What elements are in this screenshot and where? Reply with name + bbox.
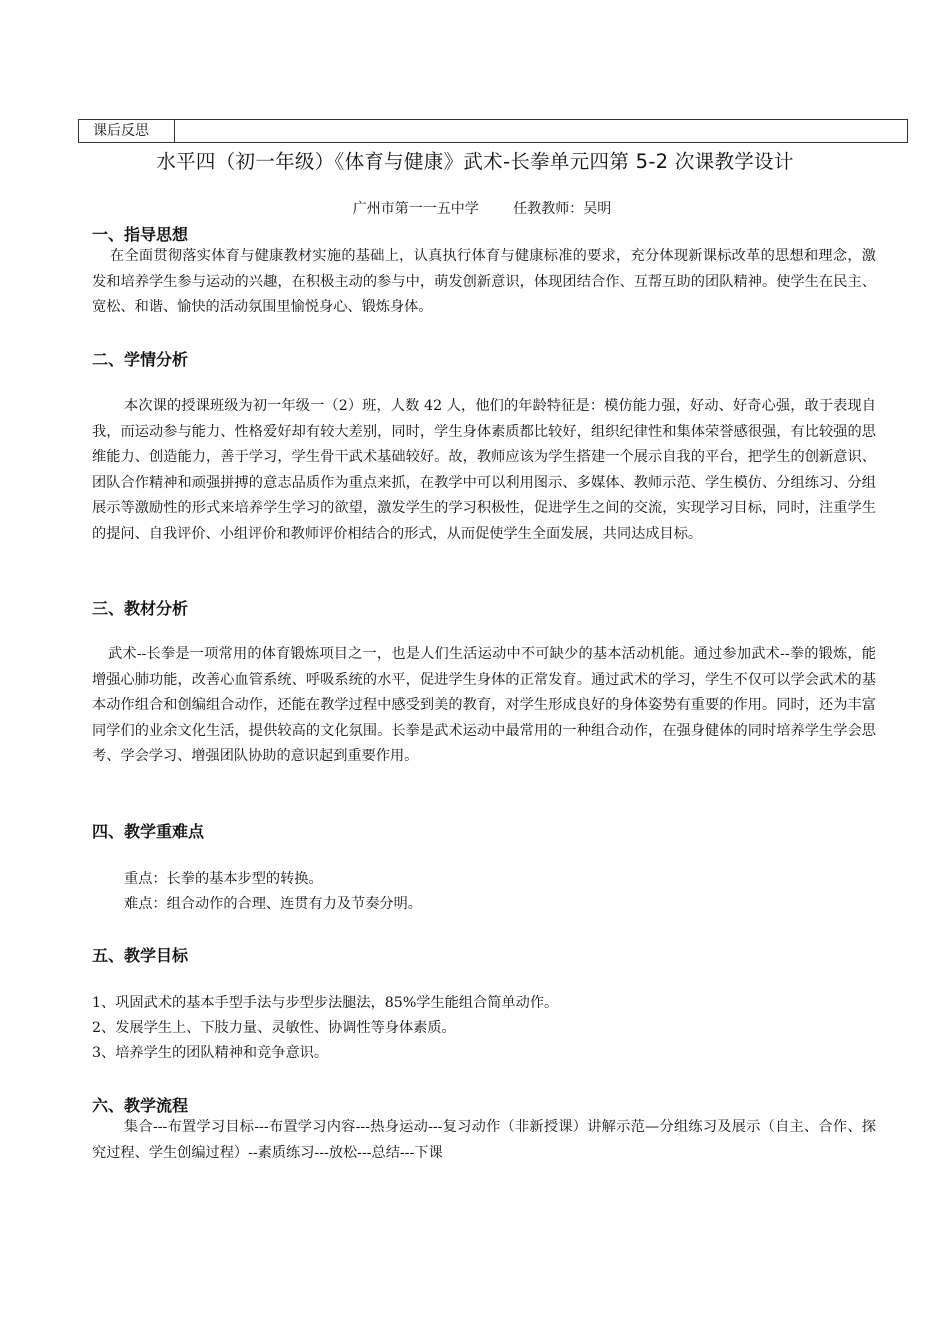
section-heading-objectives: 五、教学目标 xyxy=(92,946,189,965)
section-heading-guiding-thought: 一、指导思想 xyxy=(92,225,189,244)
difficult-point-line: 难点：组合动作的合理、连贯有力及节奏分明。 xyxy=(124,896,422,912)
objective-item: 3、培养学生的团队精神和竞争意识。 xyxy=(92,1045,329,1061)
section-body-guiding-thought: 在全面贯彻落实体育与健康教材实施的基础上，认真执行体育与健康标准的要求，充分体现新课标改革的思想和理念，激发和培养学生参与运动的兴趣，在积极主动的参与中，萌发创新意识，体现团结合作、互帮互助的团队精神。使学生在民主、宽松、和谐、愉快的活动氛围里愉悦身心、锻炼身体。 xyxy=(92,248,876,315)
teacher-name: 任教教师：吴明 xyxy=(513,201,612,217)
section-heading-key-points: 四、教学重难点 xyxy=(92,822,205,841)
section-heading-student-analysis: 二、学情分析 xyxy=(92,350,189,369)
objective-item: 2、发展学生上、下肢力量、灵敏性、协调性等身体素质。 xyxy=(92,1020,456,1036)
reflection-label: 课后反思 xyxy=(79,120,175,142)
section-heading-material-analysis: 三、教材分析 xyxy=(92,599,189,618)
section-body-material-analysis: 武术--长拳是一项常用的体育锻炼项目之一，也是人们生活运动中不可缺少的基本活动机能。通过参加武术--拳的锻炼，能增强心肺功能，改善心血管系统、呼吸系统的水平，促进学生身体的正常发育。通过武术的学习，学生不仅可以学会武术的基本动作组合和创编组合动作，还能在教学过程中感受到美的教育，对学生形成良好的身体姿势有重要的作用。同时，还为丰富同学们的业余文化生活，提供较高的文化氛围。长拳是武术运动中最常用的一种组合动作，在强身健体的同时培养学生学会思考、学会学习、增强团队协助的意识起到重要作用。 xyxy=(92,646,876,764)
school-name: 广州市第一一五中学 xyxy=(352,201,479,217)
section-heading-process: 六、教学流程 xyxy=(92,1096,189,1115)
reflection-table xyxy=(78,119,908,143)
key-point-line: 重点：长拳的基本步型的转换。 xyxy=(124,871,323,887)
subtitle xyxy=(0,198,950,218)
section-body-student-analysis: 本次课的授课班级为初一年级一（2）班，人数 42 人，他们的年龄特征是：模仿能力强，好动、好奇心强，敢于表现自我，而运动参与能力、性格爱好却有较大差别，同时，学生身体素质都比较好，组织纪律性和集体荣誉感很强，有比较强的思维能力、创造能力，善于学习，学生骨干武术基础较好。故，教师应该为学生搭建一个展示自我的平台，把学生的创新意识、团队合作精神和顽强拼搏的意志品质作为重点来抓，在教学中可以利用图示、多媒体、教师示范、学生模仿、分组练习、分组展示等激励性的形式来培养学生学习的欲望，激发学生的学习积极性，促进学生之间的交流，实现学习目标，同时，注重学生的提问、自我评价、小组评价和教师评价相结合的形式，从而促使学生全面发展，共同达成目标。 xyxy=(92,398,876,542)
document-title: 水平四（初一年级）《体育与健康》武术-长拳单元四第 5-2 次课教学设计 xyxy=(156,150,794,173)
section-body-process: 集合---布置学习目标---布置学习内容---热身运动---复习动作（非新授课）讲解示范—分组练习及展示（自主、合作、探究过程、学生创编过程）--素质练习---放松---总结---下课 xyxy=(92,1119,876,1161)
objective-item: 1、巩固武术的基本手型手法与步型步法腿法，85%学生能组合简单动作。 xyxy=(92,995,559,1011)
